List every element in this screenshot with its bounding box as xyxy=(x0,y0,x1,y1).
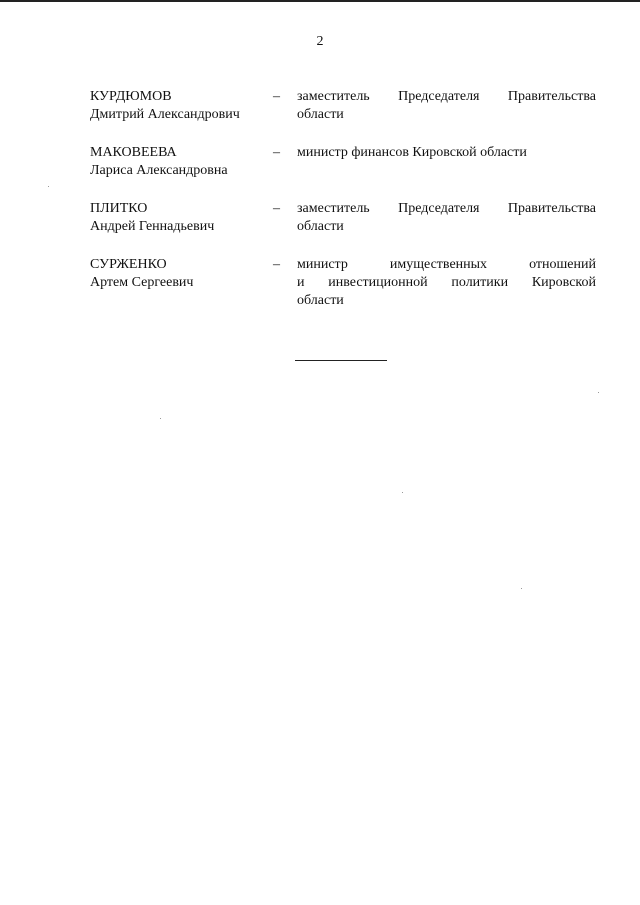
separator-dash: – xyxy=(273,201,280,216)
member-entry xyxy=(90,144,596,180)
position-line: области xyxy=(297,293,344,308)
end-of-list-rule xyxy=(295,360,387,361)
scan-speck xyxy=(48,186,49,187)
member-name xyxy=(90,144,273,180)
member-position xyxy=(297,88,596,124)
member-surname: ПЛИТКО xyxy=(90,201,148,216)
member-list xyxy=(90,88,596,330)
position-line: заместитель Председателя Правительства xyxy=(297,201,596,216)
page-number: 2 xyxy=(316,34,324,49)
position-line: министр финансов Кировской области xyxy=(297,145,527,160)
member-given-names: Артем Сергеевич xyxy=(90,275,194,290)
position-line: области xyxy=(297,107,344,122)
scan-speck xyxy=(402,492,403,493)
member-position xyxy=(297,144,596,180)
scan-speck xyxy=(521,588,522,589)
scan-speck xyxy=(160,418,161,419)
top-border-line xyxy=(0,0,640,2)
member-position xyxy=(297,200,596,236)
position-line: и инвестиционной политики Кировской xyxy=(297,275,596,290)
position-line: министр имущественных отношений xyxy=(297,257,596,272)
member-surname: КУРДЮМОВ xyxy=(90,89,172,104)
separator-dash: – xyxy=(273,89,280,104)
member-surname: МАКОВЕЕВА xyxy=(90,145,177,160)
separator-dash: – xyxy=(273,145,280,160)
member-given-names: Лариса Александровна xyxy=(90,163,228,178)
member-given-names: Дмитрий Александрович xyxy=(90,107,240,122)
position-line: заместитель Председателя Правительства xyxy=(297,89,596,104)
member-entry xyxy=(90,200,596,236)
scan-speck xyxy=(598,392,599,393)
member-name xyxy=(90,88,273,124)
member-position xyxy=(297,256,596,310)
member-name xyxy=(90,200,273,236)
member-entry xyxy=(90,256,596,310)
member-name xyxy=(90,256,273,310)
separator-dash: – xyxy=(273,257,280,272)
position-line: области xyxy=(297,219,344,234)
member-entry xyxy=(90,88,596,124)
member-given-names: Андрей Геннадьевич xyxy=(90,219,215,234)
member-surname: СУРЖЕНКО xyxy=(90,257,167,272)
